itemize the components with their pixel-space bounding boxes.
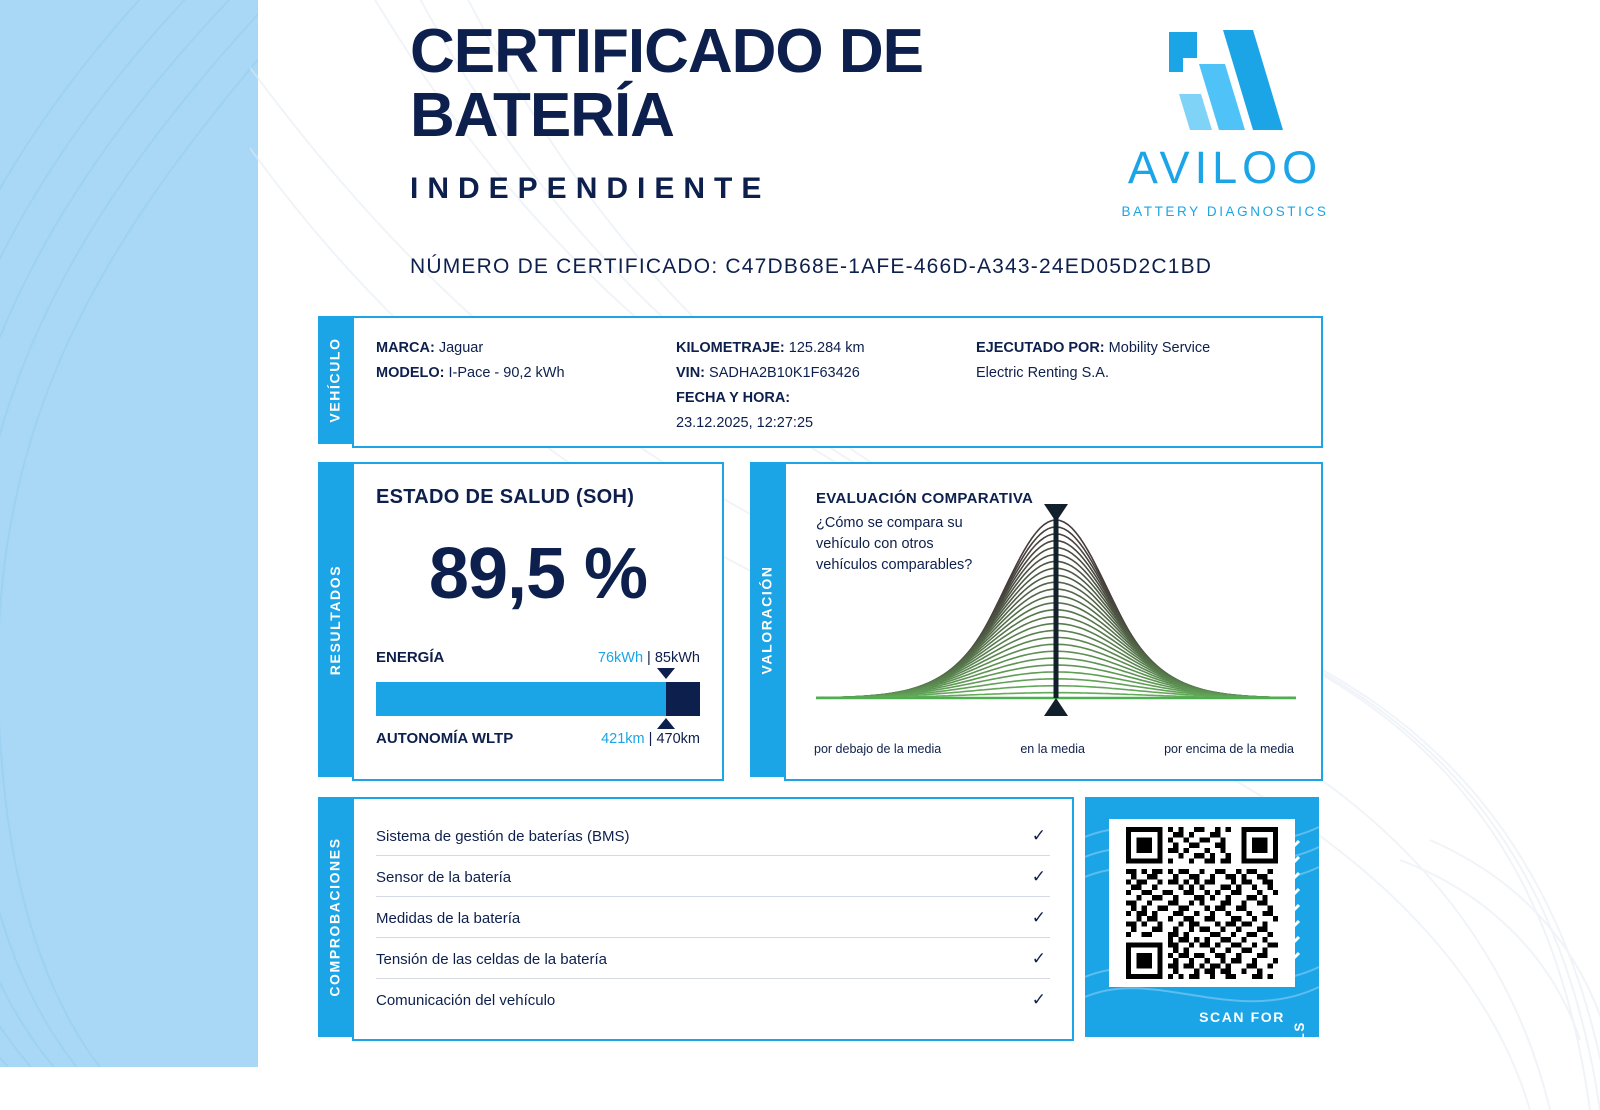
aviloo-mark-icon xyxy=(1165,28,1285,138)
check-item xyxy=(376,979,1050,1019)
section-tab-valuation xyxy=(750,462,784,777)
bell-marker-top-icon xyxy=(1044,504,1068,522)
qr-scan-label: SCAN FOR xyxy=(1199,1009,1285,1025)
section-tab-checks-label: COMPROBACIONES xyxy=(327,837,344,997)
bell-label-average: en la media xyxy=(1020,742,1085,756)
check-status-icon: ✓ xyxy=(1031,867,1046,886)
valuation-question-line2: vehículo con otros xyxy=(816,536,934,552)
brand-value: Jaguar xyxy=(438,340,484,356)
brand-label: MARCA: xyxy=(376,340,435,356)
section-tab-checks xyxy=(318,797,352,1037)
check-item-label: Comunicación del vehículo xyxy=(376,991,556,1009)
left-decorative-band xyxy=(0,0,258,1067)
range-values xyxy=(601,731,700,747)
soh-value: 89,5 % xyxy=(428,534,648,614)
vehicle-info-box xyxy=(352,316,1323,448)
valuation-question-line1: ¿Cómo se compara su xyxy=(816,515,963,531)
range-actual: 421km xyxy=(601,731,645,747)
check-item xyxy=(376,856,1050,897)
section-tab-vehicle-label: VEHÍCULO xyxy=(327,337,344,423)
subtitle: INDEPENDIENTE xyxy=(410,172,771,205)
mileage-label: KILOMETRAJE: xyxy=(676,340,785,356)
check-item xyxy=(376,897,1050,938)
bell-label-above: por encima de la media xyxy=(1164,742,1294,756)
qr-code-icon[interactable] xyxy=(1117,827,1287,979)
model-value: I-Pace - 90,2 kWh xyxy=(448,365,565,381)
brand-logo xyxy=(1085,28,1365,219)
bell-label-below: por debajo de la media xyxy=(814,742,942,756)
executed-value-line1: Mobility Service xyxy=(1108,340,1211,356)
datetime-value: 23.12.2025, 12:27:25 xyxy=(676,415,814,431)
energy-label: ENERGÍA xyxy=(376,649,445,666)
check-item-label: Tensión de las celdas de la batería xyxy=(376,950,607,968)
section-tab-results xyxy=(318,462,352,777)
wave-pattern-icon xyxy=(0,0,258,1067)
check-item xyxy=(376,815,1050,856)
range-label: AUTONOMÍA WLTP xyxy=(376,730,514,747)
vin-label: VIN: xyxy=(676,365,705,381)
section-tab-results-label: RESULTADOS xyxy=(327,564,343,675)
check-status-icon: ✓ xyxy=(1031,908,1046,927)
bell-marker-bottom-icon xyxy=(1044,698,1068,716)
section-tab-valuation-label: VALORACIÓN xyxy=(759,564,776,675)
soh-title: ESTADO DE SALUD (SOH) xyxy=(376,486,635,508)
energy-nominal: 85kWh xyxy=(654,650,700,666)
vehicle-col-operator xyxy=(976,336,1276,436)
title-line-2: BATERÍA xyxy=(410,81,674,150)
certificate-number: NÚMERO DE CERTIFICADO: C47DB68E-1AFE-466D-A343-24ED05D2C1BD xyxy=(410,255,1213,278)
qr-panel[interactable] xyxy=(1085,797,1319,1089)
left-band-pattern xyxy=(0,0,258,1067)
range-separator: | xyxy=(648,731,653,747)
checks-list xyxy=(376,815,1050,1019)
datetime-label: FECHA Y HORA: xyxy=(676,390,791,406)
qr-code-container[interactable] xyxy=(1109,819,1295,987)
model-label: MODELO: xyxy=(376,365,445,381)
executed-value-line2: Electric Renting S.A. xyxy=(976,365,1109,381)
energy-bar xyxy=(376,674,700,716)
valuation-box xyxy=(784,462,1323,781)
energy-actual: 76kWh xyxy=(597,650,644,666)
range-nominal: 470km xyxy=(656,731,700,747)
valuation-title: EVALUACIÓN COMPARATIVA xyxy=(816,490,1034,507)
vehicle-col-telemetry xyxy=(676,336,976,436)
energy-row xyxy=(376,649,700,666)
section-tab-vehicle xyxy=(318,316,352,444)
check-item xyxy=(376,938,1050,979)
check-item-label: Medidas de la batería xyxy=(376,909,521,927)
range-row xyxy=(376,730,700,747)
bell-axis-labels xyxy=(814,742,1294,756)
vehicle-col-identity xyxy=(376,336,676,436)
energy-bar-fill xyxy=(376,682,666,716)
energy-values xyxy=(598,650,700,666)
energy-bar-marker-bottom xyxy=(657,718,675,729)
executed-label: EJECUTADO POR: xyxy=(976,340,1105,356)
mileage-value: 125.284 km xyxy=(788,340,865,356)
logo-tagline: BATTERY DIAGNOSTICS xyxy=(1121,204,1329,219)
results-box xyxy=(352,462,724,781)
check-status-icon: ✓ xyxy=(1031,990,1046,1009)
check-item-label: Sensor de la batería xyxy=(376,868,512,886)
check-status-icon: ✓ xyxy=(1031,949,1046,968)
check-status-icon: ✓ xyxy=(1031,826,1046,845)
check-item-label: Sistema de gestión de baterías (BMS) xyxy=(376,827,630,845)
valuation-question-line3: vehículos comparables? xyxy=(816,557,973,573)
qr-details-label: DETAILS xyxy=(1292,1021,1307,1089)
bell-curve-chart xyxy=(816,498,1296,718)
energy-bar-marker-top xyxy=(657,668,675,679)
vin-value: SADHA2B10K1F63426 xyxy=(709,365,860,381)
title-line-1: CERTIFICADO DE xyxy=(410,17,923,86)
checks-box xyxy=(352,797,1074,1041)
logo-wordmark: AVILOO xyxy=(1127,142,1323,193)
energy-separator: | xyxy=(647,650,651,666)
